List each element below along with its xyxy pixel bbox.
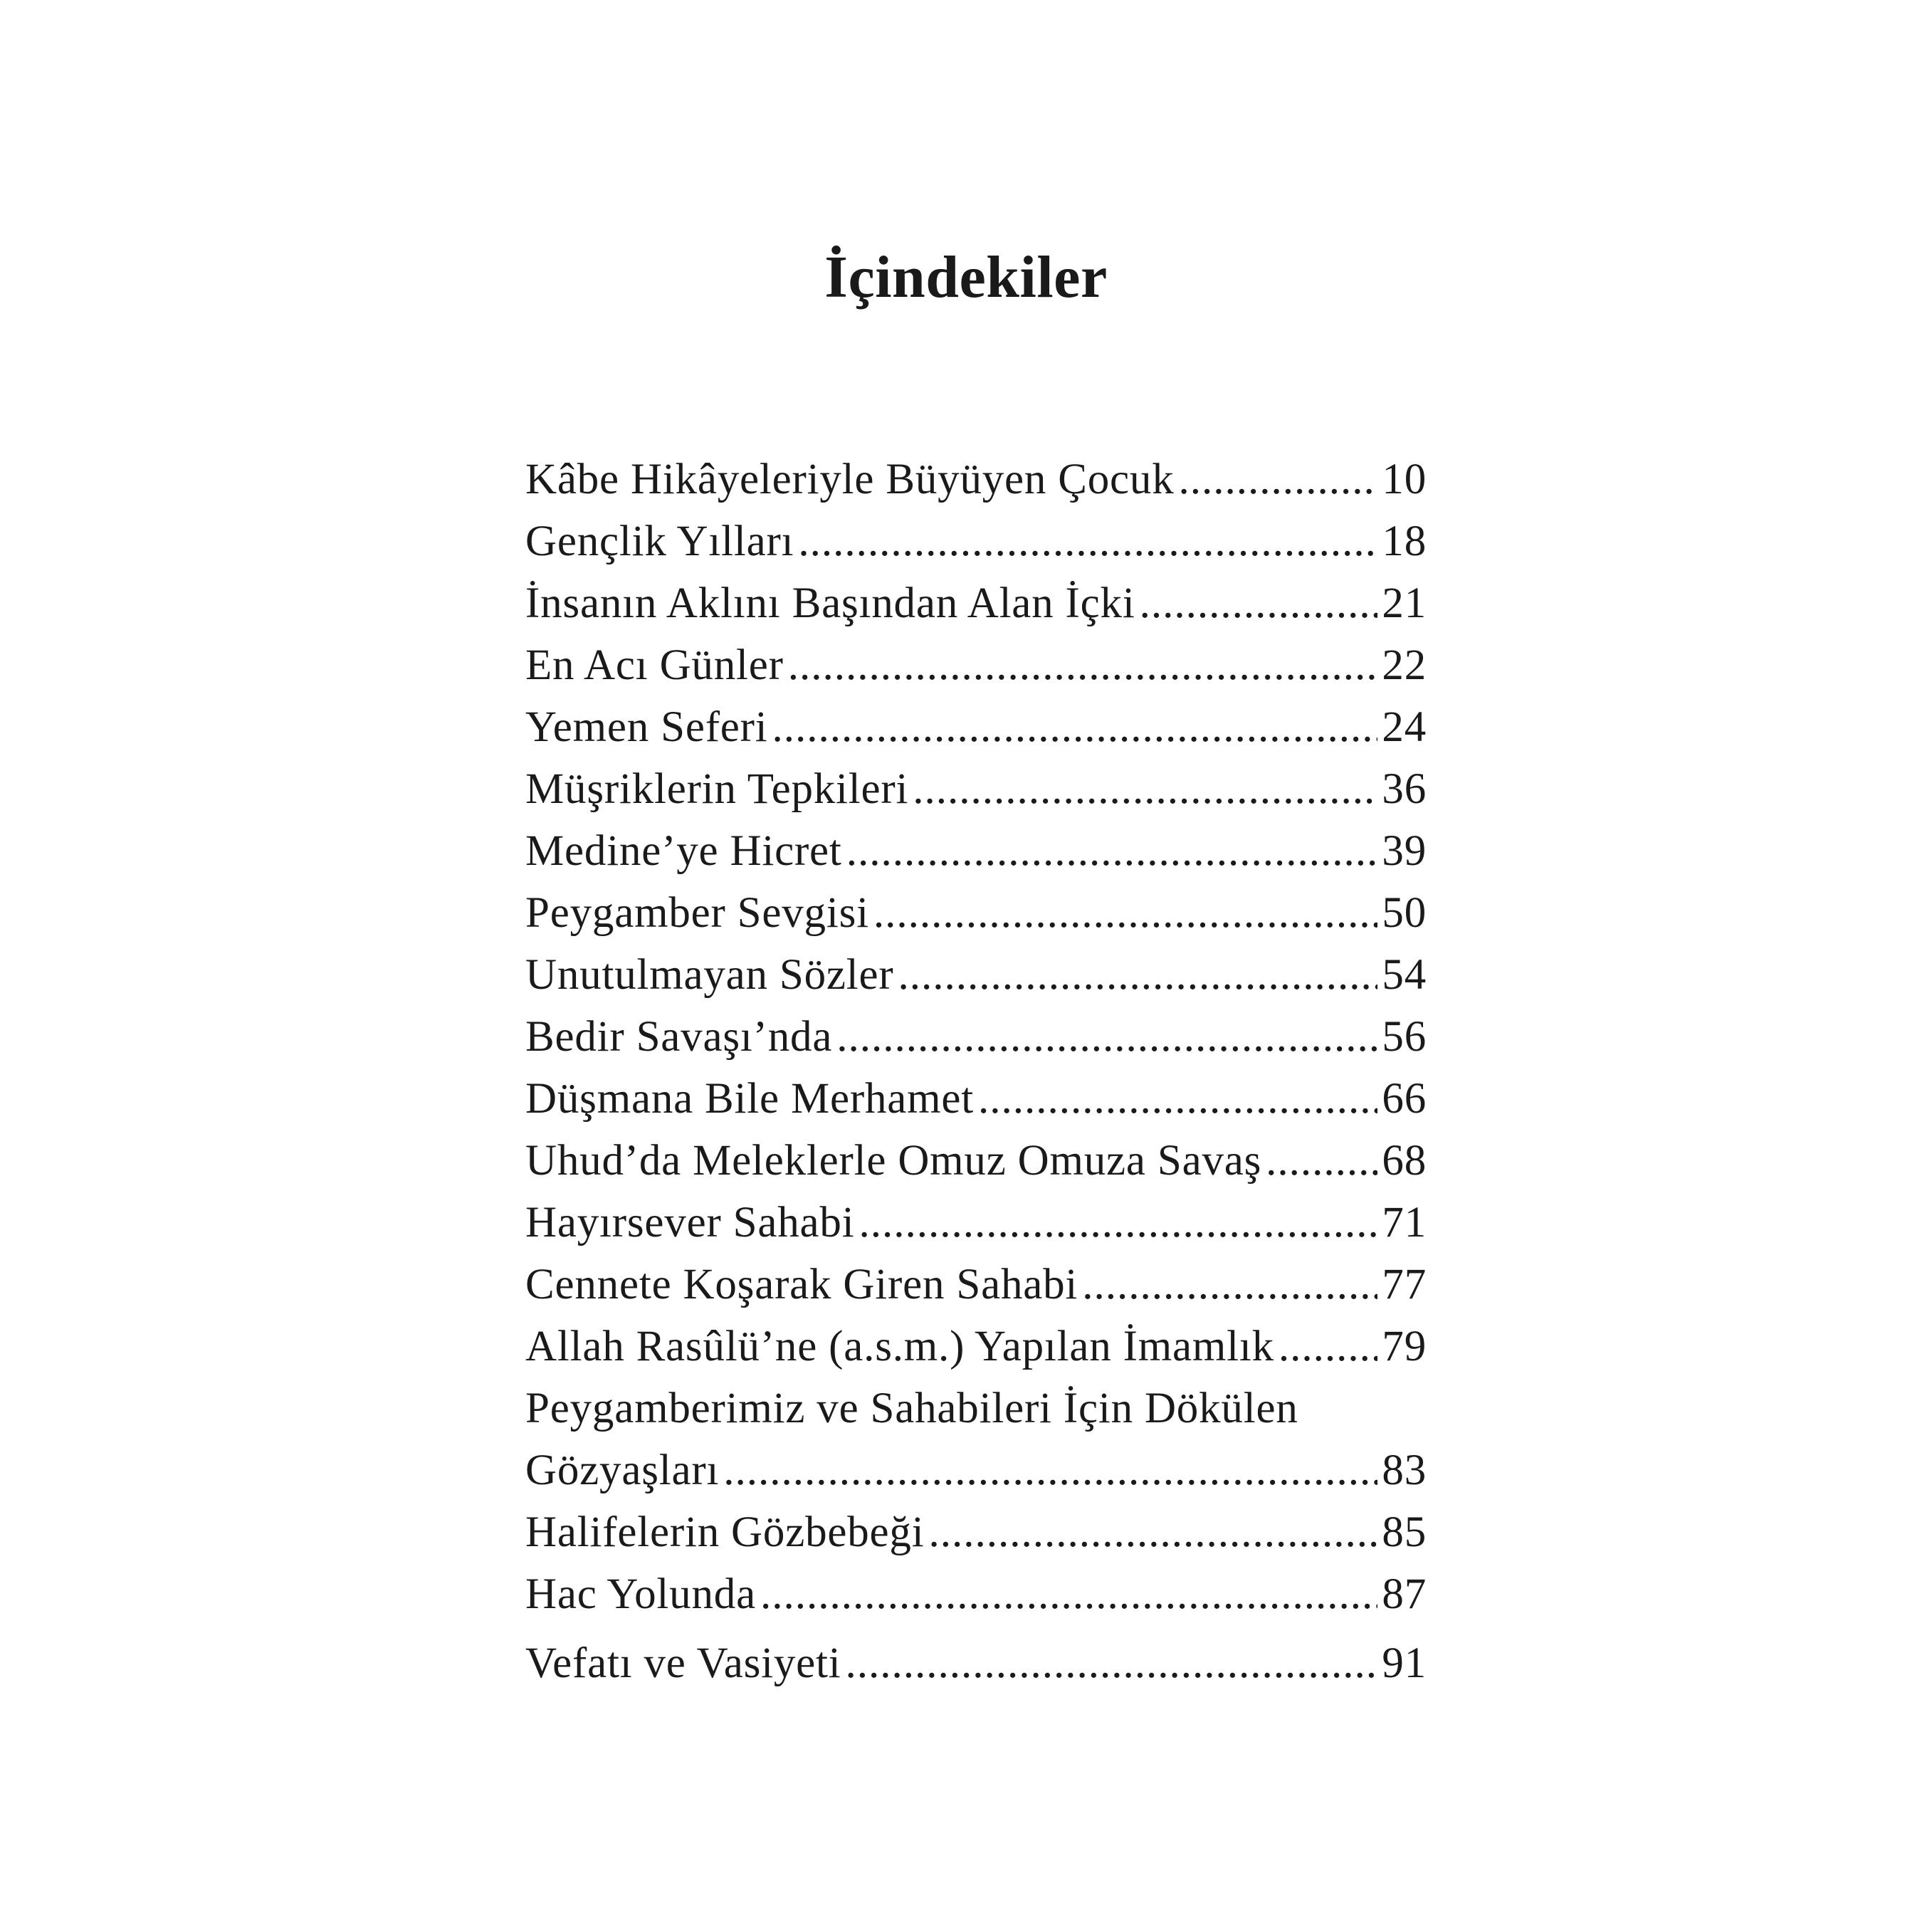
toc-entry (525, 1632, 1427, 1694)
toc-entry (525, 1130, 1427, 1192)
toc-page-number: 68 (1382, 1137, 1427, 1185)
toc-page-number: 87 (1382, 1570, 1427, 1618)
dot-leader (859, 1192, 1377, 1254)
toc-page-number: 24 (1382, 703, 1427, 751)
toc-entry-title: Allah Rasûlü’ne (a.s.m.) Yapılan İmamlık (525, 1323, 1274, 1370)
toc-entry-title: En Acı Günler (525, 641, 784, 689)
toc-entry-title: Peygamberimiz ve Sahabileri İçin Dökülen (525, 1385, 1298, 1432)
dot-leader (846, 1632, 1378, 1694)
toc-entry (525, 1439, 1427, 1501)
toc-page-number: 36 (1382, 765, 1427, 813)
dot-leader (1279, 1316, 1377, 1377)
dot-leader (898, 944, 1378, 1006)
toc-entry (525, 510, 1427, 572)
dot-leader (1082, 1254, 1377, 1316)
toc-entry (525, 1006, 1427, 1068)
toc-entry (525, 1501, 1427, 1563)
toc-entry (525, 448, 1427, 510)
toc-entry-title: Hac Yolunda (525, 1570, 756, 1618)
toc-page-number: 18 (1382, 518, 1427, 565)
toc-page-number: 85 (1382, 1508, 1427, 1556)
toc-entry-title: Bedir Savaşı’nda (525, 1013, 833, 1061)
toc-entry-title: Halifelerin Gözbebeği (525, 1508, 925, 1556)
toc-entry-title: Yemen Seferi (525, 703, 768, 751)
dot-leader (1266, 1130, 1377, 1192)
dot-leader (913, 758, 1377, 820)
toc-entry-title: Düşmana Bile Merhamet (525, 1075, 975, 1123)
toc-page-number: 22 (1382, 641, 1427, 689)
dot-leader (873, 882, 1377, 944)
toc-entry (525, 1563, 1427, 1625)
dot-leader (760, 1563, 1377, 1625)
toc-page-number: 50 (1382, 889, 1427, 937)
toc-entry (525, 758, 1427, 820)
toc-entry (525, 572, 1427, 634)
dot-leader (836, 1006, 1377, 1068)
toc-entry (525, 634, 1427, 696)
toc-page-number: 54 (1382, 951, 1427, 999)
toc-entry (525, 820, 1427, 882)
dot-leader (1179, 448, 1378, 510)
toc-entry-title: Uhud’da Meleklerle Omuz Omuza Savaş (525, 1137, 1262, 1185)
toc-page-number: 83 (1382, 1447, 1427, 1494)
toc-entry-title: Peygamber Sevgisi (525, 889, 869, 937)
dot-leader (846, 820, 1378, 882)
table-of-contents (525, 448, 1427, 1694)
toc-entry-title: Hayırsever Sahabi (525, 1199, 855, 1246)
dot-leader (788, 634, 1378, 696)
dot-leader (772, 696, 1378, 758)
toc-entry (525, 696, 1427, 758)
toc-entry (525, 1192, 1427, 1254)
toc-page-number: 56 (1382, 1013, 1427, 1061)
dot-leader (798, 510, 1377, 572)
dot-leader (1140, 572, 1378, 634)
toc-entry (525, 882, 1427, 944)
toc-entry-title: Gözyaşları (525, 1447, 720, 1494)
toc-entry (525, 1316, 1427, 1377)
toc-entry (525, 1068, 1427, 1130)
toc-page-number: 10 (1382, 456, 1427, 503)
page-title: İçindekiler (824, 244, 1108, 310)
toc-entry (525, 944, 1427, 1006)
toc-entry-title: Kâbe Hikâyeleriyle Büyüyen Çocuk (525, 456, 1175, 503)
toc-page-number: 77 (1382, 1261, 1427, 1308)
dot-leader (723, 1439, 1377, 1501)
toc-page-number: 91 (1382, 1639, 1427, 1687)
toc-entry-title: Müşriklerin Tepkileri (525, 765, 909, 813)
dot-leader (978, 1068, 1377, 1130)
toc-page-number: 21 (1382, 579, 1427, 627)
toc-page-number: 71 (1382, 1199, 1427, 1246)
toc-entry (525, 1254, 1427, 1316)
toc-entry-title: Medine’ye Hicret (525, 827, 842, 875)
toc-entry-title: Gençlik Yılları (525, 518, 794, 565)
toc-entry-title: Cennete Koşarak Giren Sahabi (525, 1261, 1078, 1308)
toc-entry-title: Unutulmayan Sözler (525, 951, 894, 999)
toc-page-number: 39 (1382, 827, 1427, 875)
toc-entry-title: Vefatı ve Vasiyeti (525, 1639, 841, 1687)
toc-entry-title: İnsanın Aklını Başından Alan İçki (525, 579, 1135, 627)
toc-page-number: 66 (1382, 1075, 1427, 1123)
toc-entry-wrapped-first-line (525, 1377, 1427, 1439)
dot-leader (928, 1501, 1377, 1563)
toc-page-number: 79 (1382, 1323, 1427, 1370)
